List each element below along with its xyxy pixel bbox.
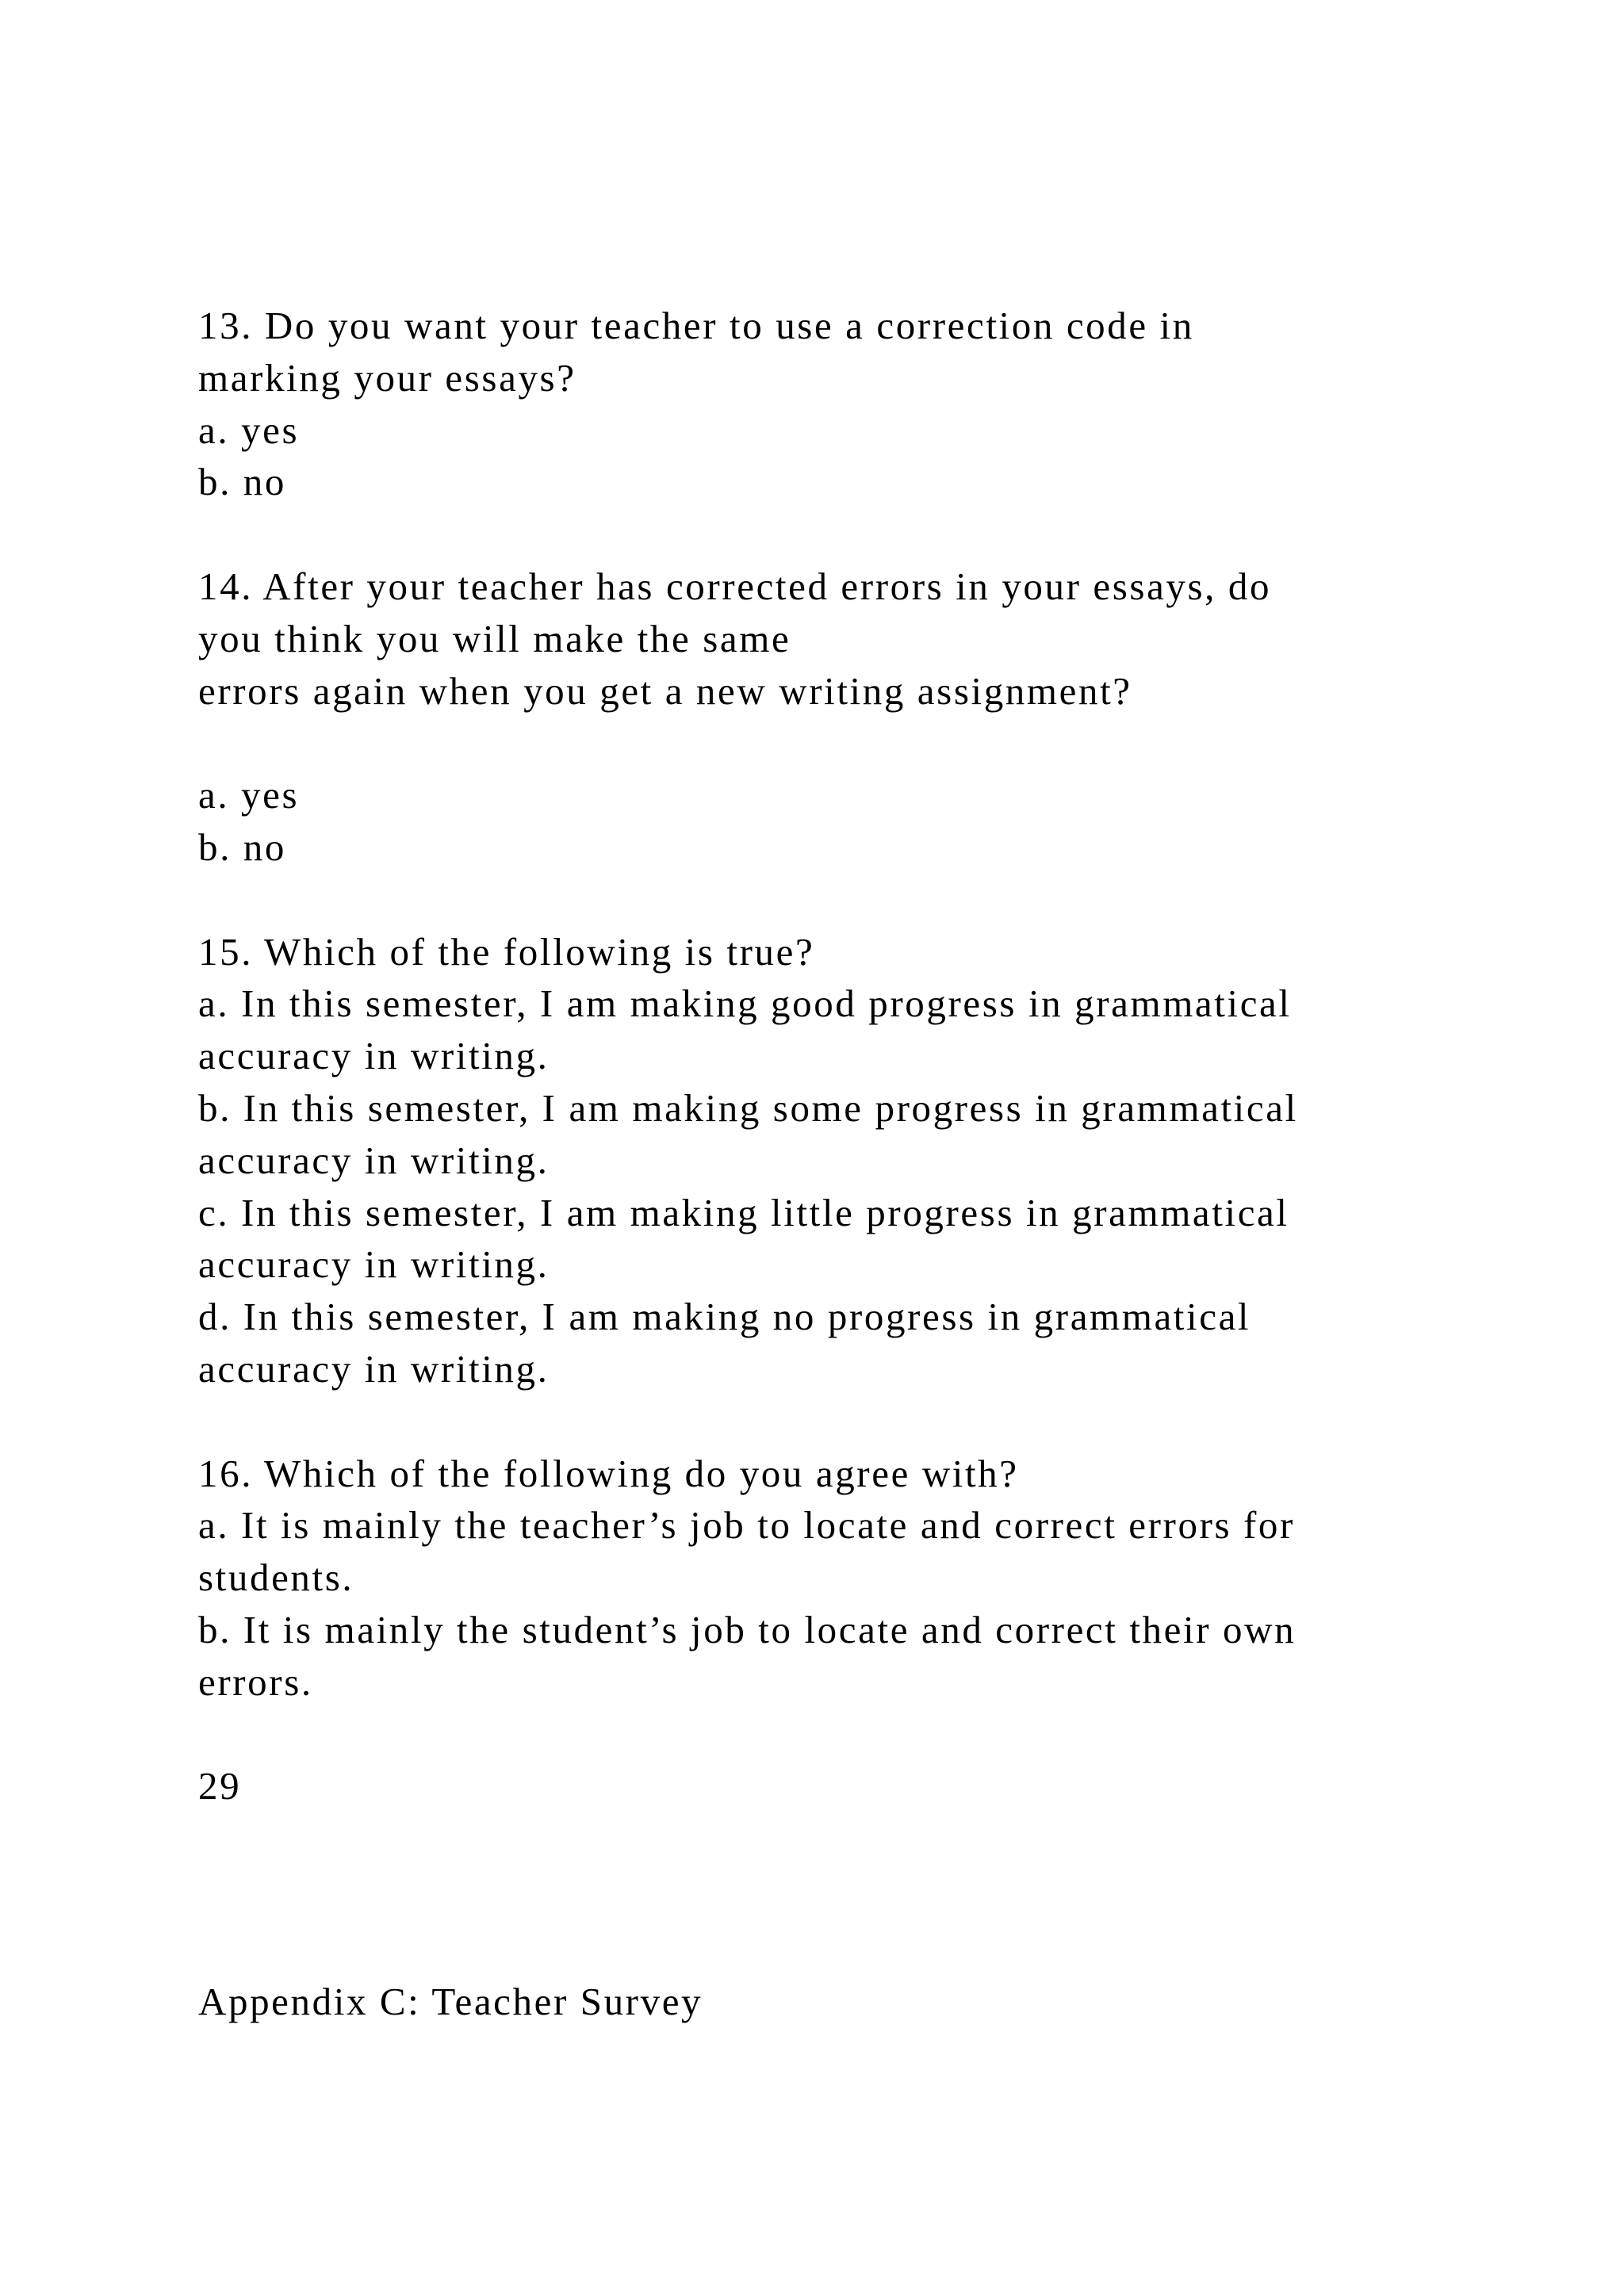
question-13-line-2: marking your essays? [198, 355, 576, 400]
question-14-line-1: 14. After your teacher has corrected errors in your essays, do [198, 564, 1272, 608]
question-15-option-c-line-2: accuracy in writing. [198, 1242, 550, 1287]
question-14-line-2: you think you will make the same [198, 616, 791, 660]
page-number: 29 [198, 1764, 242, 1808]
question-15-option-d-line-1: d. In this semester, I am making no progress in grammatical [198, 1295, 1251, 1339]
question-15-line-1: 15. Which of the following is true? [198, 929, 815, 974]
appendix-heading: Appendix C: Teacher Survey [198, 1980, 703, 2023]
question-15-option-a-line-2: accuracy in writing. [198, 1034, 550, 1078]
question-16-option-a-line-1: a. It is mainly the teacher’s job to locate and correct errors for [198, 1503, 1295, 1548]
paragraph-gap [198, 874, 1546, 926]
paragraph-gap [198, 717, 1546, 769]
document-page [198, 300, 1546, 1812]
question-15-option-d-line-2: accuracy in writing. [198, 1346, 550, 1391]
question-13 [198, 300, 1546, 508]
question-15-option-b-line-1: b. In this semester, I am making some progress in grammatical [198, 1085, 1298, 1130]
question-14 [198, 561, 1546, 874]
question-13-line-1: 13. Do you want your teacher to use a correction code in [198, 304, 1194, 347]
question-14-line-3: errors again when you get a new writing assignment? [198, 668, 1132, 713]
paragraph-gap [198, 508, 1546, 561]
paragraph-gap [198, 1395, 1546, 1448]
question-14-option-b: b. no [198, 825, 286, 869]
question-16-option-a-line-2: students. [198, 1556, 354, 1600]
question-15-option-b-line-2: accuracy in writing. [198, 1138, 550, 1182]
question-14-option-a: a. yes [198, 773, 300, 817]
question-16-line-1: 16. Which of the following do you agree with? [198, 1451, 1019, 1495]
question-16 [198, 1448, 1546, 1709]
question-13-option-b: b. no [198, 460, 286, 504]
question-15-option-c-line-1: c. In this semester, I am making little progress in grammatical [198, 1190, 1289, 1234]
question-15-option-a-line-1: a. In this semester, I am making good progress in grammatical [198, 982, 1292, 1026]
paragraph-gap [198, 1709, 1546, 1761]
question-16-option-b-line-1: b. It is mainly the student’s job to locate and correct their own [198, 1607, 1297, 1651]
question-16-option-b-line-2: errors. [198, 1659, 313, 1704]
question-13-option-a: a. yes [198, 408, 300, 452]
question-15 [198, 926, 1546, 1395]
